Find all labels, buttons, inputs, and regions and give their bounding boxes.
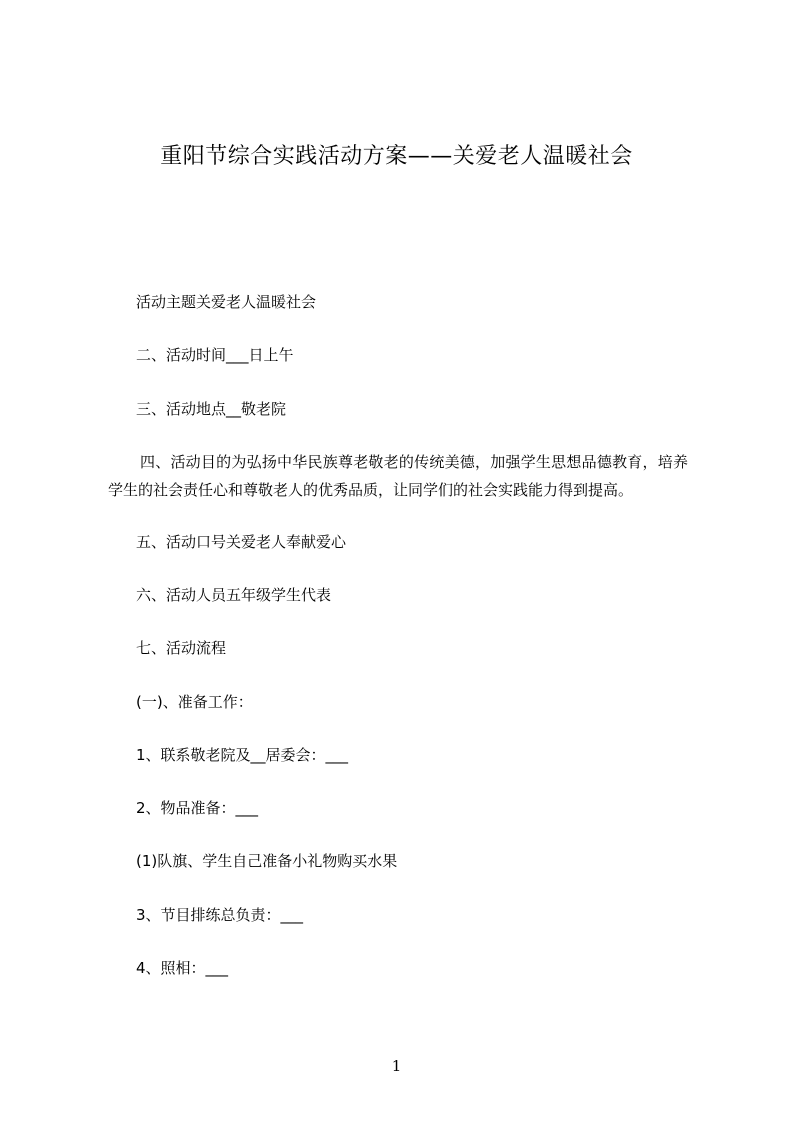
paragraph-supplies: 2、物品准备：___ bbox=[136, 799, 259, 817]
paragraph-activity-time: 二、活动时间___日上午 bbox=[136, 346, 294, 364]
page-title: 重阳节综合实践活动方案——关爱老人温暖社会 bbox=[160, 144, 633, 169]
paragraph-preparation: (一)、准备工作： bbox=[136, 693, 253, 711]
paragraph-activity-slogan: 五、活动口号关爱老人奉献爱心 bbox=[136, 533, 347, 551]
paragraph-activity-theme: 活动主题关爱老人温暖社会 bbox=[136, 293, 317, 311]
paragraph-rehearsal: 3、节目排练总负责：___ bbox=[136, 906, 304, 924]
paragraph-activity-participants: 六、活动人员五年级学生代表 bbox=[136, 586, 332, 604]
page-number: 1 bbox=[391, 1057, 402, 1075]
paragraph-activity-process: 七、活动流程 bbox=[136, 639, 227, 657]
paragraph-contact: 1、联系敬老院及__居委会：___ bbox=[136, 746, 349, 764]
paragraph-activity-location: 三、活动地点__敬老院 bbox=[136, 400, 287, 418]
paragraph-photography: 4、照相：___ bbox=[136, 959, 229, 977]
paragraph-activity-purpose: 四、活动目的为弘扬中华民族尊老敬老的传统美德，加强学生思想品德教育，培养学生的社会责任心和尊敬老人的优秀品质，让同学们的社会实践能力得到提高。 bbox=[108, 453, 688, 499]
paragraph-supplies-list: (1)队旗、学生自己准备小礼物购买水果 bbox=[136, 852, 398, 870]
